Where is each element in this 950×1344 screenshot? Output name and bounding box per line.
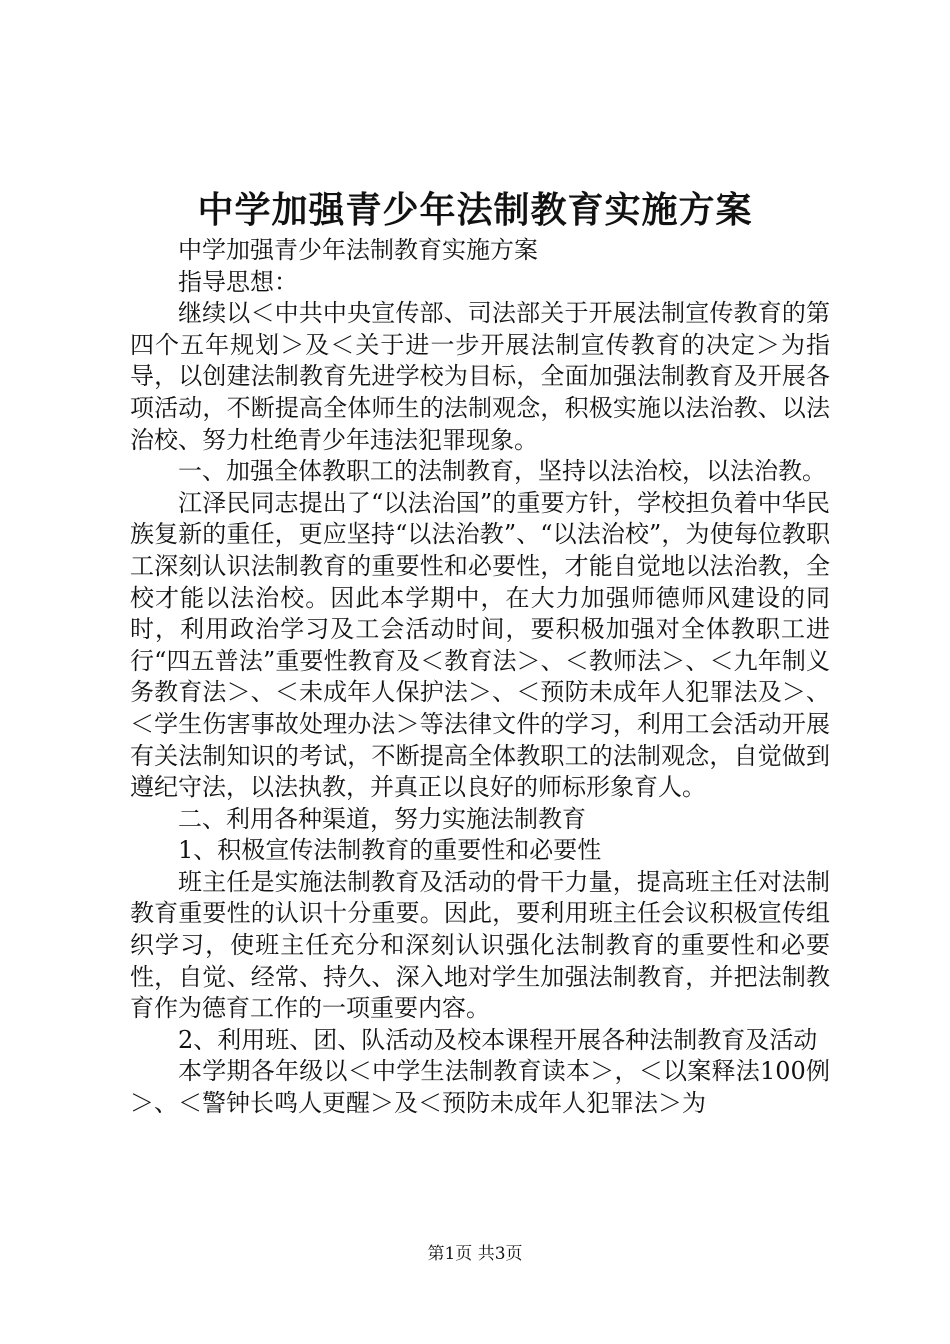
paragraph: 指导思想： — [178, 267, 298, 296]
paragraph: 中学加强青少年法制教育实施方案 — [178, 236, 538, 264]
paragraph: 班主任是实施法制教育及活动的骨干力量，提高班主任对法制教育重要性的认识十分重要。因此，要利用班主任会议积极宣传组织学习，使班主任充分和深刻认识强化法制教育的重要性和必要性，自觉、经常、持久、深入地对学生加强法制教育，并把法制教育作为德育工作的一项重要内容。 — [130, 867, 830, 1023]
paragraph: 1、积极宣传法制教育的重要性和必要性 — [178, 836, 602, 865]
page-footer: 第1页 共3页 — [427, 1244, 523, 1264]
document-body — [130, 235, 830, 1120]
paragraph: 继续以＜中共中央宣传部、司法部关于开展法制宣传教育的第四个五年规划＞及＜关于进一步开展法制宣传教育的决定＞为指导，以创建法制教育先进学校为目标，全面加强法制教育及开展各项活动，不断提高全体师生的法制观念，积极实施以法治教、以法治校、努力杜绝青少年违法犯罪现象。 — [130, 299, 830, 454]
paragraph: 一、加强全体教职工的法制教育，坚持以法治校，以法治教。 — [178, 457, 826, 486]
paragraph: 2、利用班、团、队活动及校本课程开展各种法制教育及活动 — [178, 1025, 818, 1054]
document-title: 中学加强青少年法制教育实施方案 — [197, 189, 753, 231]
paragraph: 本学期各年级以＜中学生法制教育读本＞，＜以案释法100例＞、＜警钟长鸣人更醒＞及＜预防未成年人犯罪法＞为 — [130, 1057, 830, 1118]
paragraph: 江泽民同志提出了“以法治国”的重要方针，学校担负着中华民族复新的重任，更应坚持“以法治教”、“以法治校”，为使每位教职工深刻认识法制教育的重要性和必要性，才能自觉地以法治教，全校才能以法治校。因此本学期中，在大力加强师德师风建设的同时，利用政治学习及工会活动时间，要积极加强对全体教职工进行“四五普法”重要性教育及＜教育法＞、＜教师法＞、＜九年制义务教育法＞、＜未成年人保护法＞、＜预防未成年人犯罪法及＞、＜学生伤害事故处理办法＞等法律文件的学习，利用工会活动开展有关法制知识的考试，不断提高全体教职工的法制观念，自觉做到遵纪守法，以法执教，并真正以良好的师标形象育人。 — [130, 488, 830, 802]
paragraph: 二、利用各种渠道，努力实施法制教育 — [178, 804, 586, 833]
